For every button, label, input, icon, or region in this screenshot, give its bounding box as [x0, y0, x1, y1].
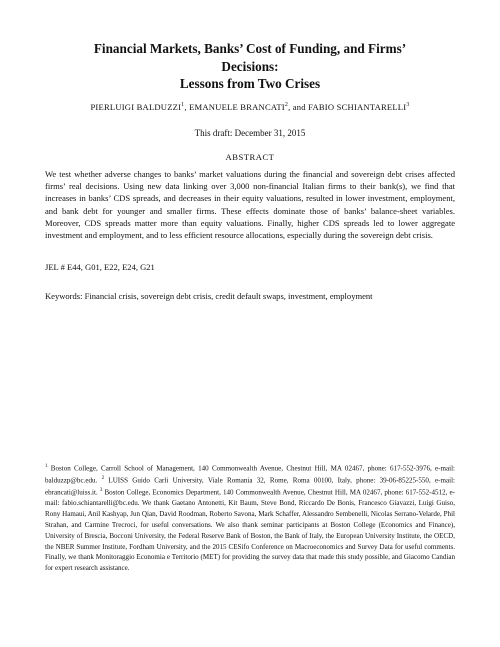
title-line-2: Decisions: [221, 58, 279, 74]
footnote-2: LUISS Guido Carli University, Viale Romania 32, Rome, Roma 00100, Italy, phone: 39-06-85225-550, e-mail: ebrancati@luiss.it. [45, 476, 455, 497]
author-list [0, 102, 500, 112]
footnote-2-mark: 2 [101, 476, 105, 482]
author-2-mark: 2 [284, 102, 289, 109]
keywords: Keywords: Financial crisis, sovereign debt crisis, credit default swaps, investment, employment [45, 291, 373, 301]
author-3: FABIO SCHIANTARELLI [308, 102, 407, 112]
paper-title [0, 40, 500, 93]
footnote-1-mark: 1 [45, 464, 48, 469]
title-line-1: Financial Markets, Banks’ Cost of Funding, and Firms’ [93, 41, 407, 56]
footnote-3-mark: 3 [99, 488, 103, 494]
author-2: EMANUELE BRANCATI [189, 102, 285, 112]
author-1-mark: 1 [181, 102, 185, 109]
author-1: PIERLUIGI BALDUZZI [90, 102, 182, 112]
title-line-3: Lessons from Two Crises [179, 76, 321, 91]
abstract-body: We test whether adverse changes to banks’ market valuations during the financial and sovereign debt crises affected firms’ real decisions. Using new data linking over 3,000 non-financial Italian firms to their bank(s), we find that increases in banks’ CDS spreads, and decreases in their equity valuations, resulted in lower investment, employment, and bank debt for younger and smaller firms. These effects dominate those of banks’ balance-sheet variables. Moreover, CDS spreads matter more than equity valuations. Finally, higher CDS spreads led to lower aggregate investment and employment, and to less efficient resource allocations, especially during the sovereign debt crisis. [45, 169, 455, 241]
draft-date: This draft: December 31, 2015 [194, 128, 306, 138]
footnote-1: Boston College, Carroll School of Management, 140 Commonwealth Avenue, Chestnut Hill, MA 02467, phone: 617-552-3976, e-mail: balduzzp@bc.edu. [45, 464, 455, 485]
author-3-mark: 3 [406, 102, 410, 109]
footnotes [45, 462, 455, 574]
author-sep-1: , [184, 102, 190, 112]
author-sep-2: , and [288, 102, 309, 112]
abstract-heading: ABSTRACT [225, 152, 275, 162]
footnote-3: Boston College, Economics Department, 140 Commonwealth Avenue, Chestnut Hill, MA 02467, phone: 617-552-4512, e-mail: fabio.schiantarelli@bc.edu. We thank Gaetano Antonetti, Kit Baum, Steve Bond, Riccardo De Bonis, Francesco Giavazzi, Luigi Guiso, Rony Hamaui, Anil Kashyap, Jun Qian, David Roodman, Roberto Savona, Mark Schaffer, Alessandro Sembenelli, Nicolas Serrano-Velarde, Phil Strahan, and Carmine Trecroci, for useful conversations. We also thank seminar participants at Boston College (Economics and Finance), University of Brescia, Bocconi University, the Federal Reserve Bank of Boston, the Bank of Italy, the European University Institute, the OECD, the NBER Summer Institute, Fordham University, and the 2015 CESifo Conference on Macroeconomics and Survey Data for useful comments. Finally, we thank Monitoraggio Economia e Territorio (MET) for providing the survey data that made this study possible, and Giacomo Candian for expert research assistance. [45, 488, 455, 573]
jel-codes: JEL # E44, G01, E22, E24, G21 [45, 262, 155, 272]
